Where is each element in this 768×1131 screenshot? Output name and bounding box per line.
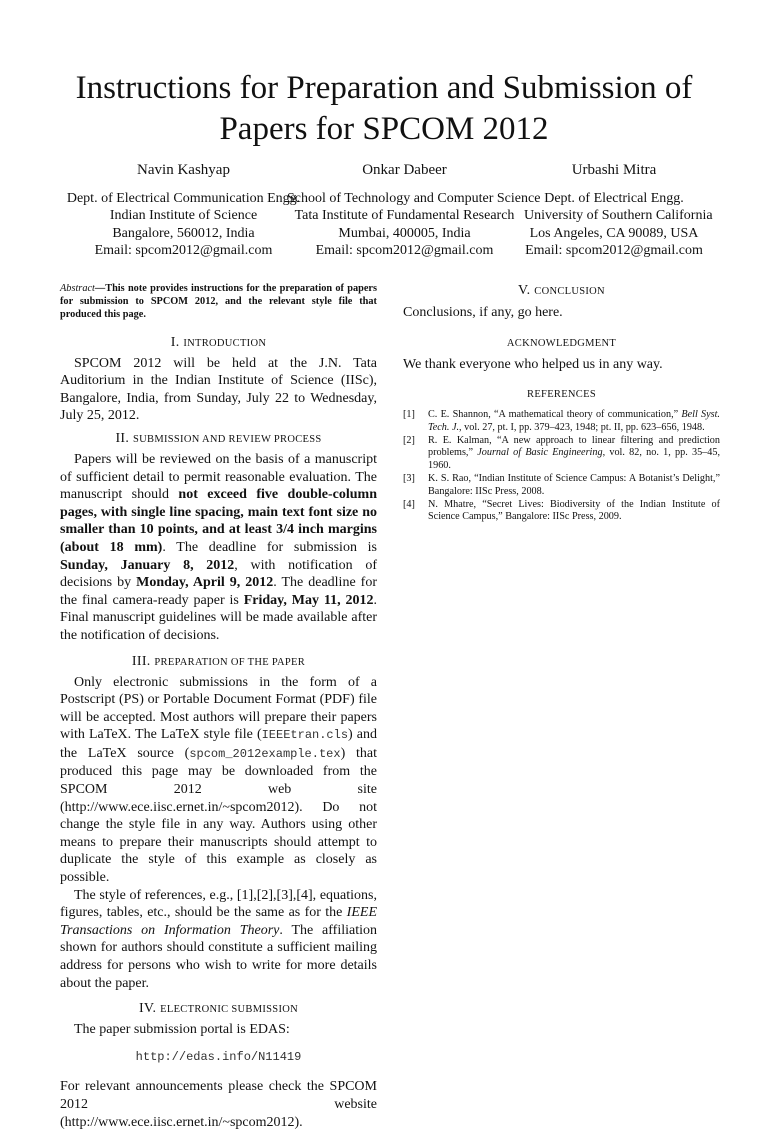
section-heading: II. SUBMISSION AND REVIEW PROCESS — [115, 430, 322, 446]
right-column — [403, 282, 720, 525]
author-name: Navin Kashyap — [137, 162, 230, 178]
section-heading: ACKNOWLEDGMENT — [506, 337, 617, 349]
author-dept: Dept. of Electrical Communication Engg. — [66, 190, 301, 206]
section-heading: REFERENCES — [527, 389, 596, 401]
author-email: Email: spcom2012@gmail.com — [315, 243, 494, 258]
submission-url[interactable]: http://edas.info/N11419 — [135, 1049, 302, 1064]
section-heading: IV. ELECTRONIC SUBMISSION — [138, 1001, 299, 1017]
author-email: Email: spcom2012@gmail.com — [94, 243, 273, 258]
author-city: Mumbai, 400005, India — [338, 225, 471, 241]
author-name: Urbashi Mitra — [571, 162, 657, 178]
paper-title: Instructions for Preparation and Submission of Papers for SPCOM 2012 — [75, 70, 693, 147]
left-column — [60, 282, 377, 1131]
paragraph: For relevant announcements please check the SPCOM 2012 website (http://www.ece.iisc.ernet.in/~spcom2012). — [60, 1079, 377, 1130]
author-institution: Tata Institute of Fundamental Research — [294, 208, 515, 223]
paragraph: Conclusions, if any, go here. — [403, 305, 563, 320]
paragraph: The style of references, e.g., [1],[2],[3],[4], equations, figures, tables, etc., should be the same as for the IEEE Transactions on Information Theory. The affiliation shown for authors should constitute a sufficient mailing address for persons who wish to write for more details about the paper. — [60, 887, 378, 991]
abstract: Abstract—This note provides instructions for the preparation of papers for submission to SPCOM 2012, and the relevant style file that produced this page. — [60, 283, 377, 321]
author-city: Los Angeles, CA 90089, USA — [529, 225, 699, 241]
section-heading: I. INTRODUCTION — [170, 334, 267, 350]
author-email: Email: spcom2012@gmail.com — [525, 243, 703, 258]
author-name: Onkar Dabeer — [362, 162, 447, 178]
author-block — [287, 162, 541, 260]
paragraph: Papers will be reviewed on the basis of a manuscript of sufficient detail to permit reasonable evaluation. The manuscript should not exceed five double-column pages, with single line spacing, main text font size no smaller than 10 points, and at least 3/4 inch margins (about 18 mm). The deadline for submission is Sunday, January 8, 2012, with notification of decisions by Monday, April 9, 2012. The deadline for the final camera-ready paper is Friday, May 11, 2012. Final manuscript guidelines will be made available after the notification of decisions. — [60, 451, 377, 643]
section-heading: III. PREPARATION OF THE PAPER — [131, 653, 306, 669]
abstract-label: Abstract — [60, 283, 95, 294]
author-city: Bangalore, 560012, India — [112, 225, 255, 241]
section-heading: V. CONCLUSION — [518, 283, 605, 298]
author-block — [66, 162, 301, 260]
author-institution: University of Southern California — [524, 208, 713, 223]
author-institution: Indian Institute of Science — [109, 208, 258, 223]
author-block — [524, 162, 713, 260]
paragraph: Only electronic submissions in the form of a Postscript (PS) or Portable Document Format (PDF) file will be accepted. Most authors will prepare their papers with LaTeX. The LaTeX style file (IEEEtran.cls) and the LaTeX source (spcom_2012example.tex) that produced this page may be downloaded from the SPCOM 2012 web site (http://www.ece.iisc.ernet.in/~spcom2012). Do not change the style file in any way. Authors using other means to prepare their manuscripts should attempt to duplicate the style of this example as closely as possible. — [60, 674, 378, 886]
reference-item: [1] C. E. Shannon, “A mathematical theory of communication,” Bell Syst. Tech. J., vol. 27, pt. I, pp. 379–423, 1948; pt. II, pp. 623–656, 1948. — [403, 409, 720, 433]
paragraph: SPCOM 2012 will be held at the J.N. Tata Auditorium in the Indian Institute of Science (IISc), Bangalore, India, from Sunday, July 22 to Wednesday, July 25, 2012. — [60, 355, 377, 424]
paragraph: We thank everyone who helped us in any way. — [403, 356, 663, 372]
paragraph: The paper submission portal is EDAS: — [74, 1022, 290, 1038]
reference-item: [4] N. Mhatre, “Secret Lives: Biodiversity of the Indian Institute of Science Campus,” Bangalore: IISc Press, 2009. — [403, 499, 720, 523]
reference-list — [403, 409, 720, 524]
reference-item: [3] K. S. Rao, “Indian Institute of Science Campus: A Botanist’s Delight,” Bangalore: IISc Press, 2008. — [403, 473, 720, 497]
reference-item: [2] R. E. Kalman, “A new approach to linear filtering and prediction problems,” Journal of Basic Engineering, vol. 82, no. 1, pp. 35–45, 1960. — [403, 435, 720, 471]
author-dept: Dept. of Electrical Engg. — [544, 190, 684, 206]
author-dept: School of Technology and Computer Science — [287, 190, 541, 206]
